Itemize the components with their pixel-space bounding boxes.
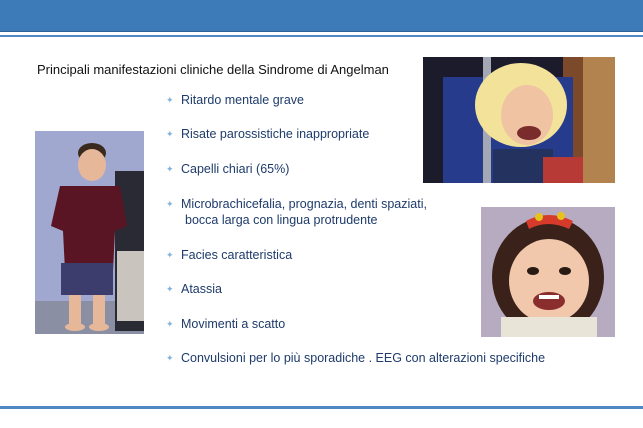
photo-blond-child-wheelchair bbox=[423, 57, 615, 183]
bullet-icon: ✦ bbox=[166, 164, 174, 174]
list-item-text: Convulsioni per lo più sporadiche . EEG con alterazioni specifiche bbox=[181, 351, 546, 365]
list-item-text: Ritardo mentale grave bbox=[181, 93, 304, 107]
list-item-text: Atassia bbox=[181, 282, 222, 296]
list-item-text: Movimenti a scatto bbox=[181, 317, 286, 331]
bullet-icon: ✦ bbox=[166, 95, 174, 105]
photo-smiling-girl bbox=[481, 207, 615, 337]
header-rule bbox=[0, 35, 643, 37]
header-bar bbox=[0, 0, 643, 32]
list-item-text: Capelli chiari (65%) bbox=[181, 162, 290, 176]
list-item-text: Facies caratteristica bbox=[181, 248, 293, 262]
slide-title: Principali manifestazioni cliniche della Sindrome di Angelman bbox=[37, 62, 389, 77]
footer-rule bbox=[0, 406, 643, 409]
bullet-icon: ✦ bbox=[166, 319, 174, 329]
bullet-icon: ✦ bbox=[166, 353, 174, 363]
list-item-text: Risate parossistiche inappropriate bbox=[181, 127, 370, 141]
list-item-text: Microbrachicefalia, prognazia, denti spaziati, bbox=[181, 197, 427, 211]
list-item-text-continued: bocca larga con lingua protrudente bbox=[185, 213, 378, 227]
bullet-icon: ✦ bbox=[166, 284, 174, 294]
bullet-icon: ✦ bbox=[166, 199, 174, 209]
bullet-icon: ✦ bbox=[166, 129, 174, 139]
bullet-icon: ✦ bbox=[166, 250, 174, 260]
photo-standing-child bbox=[35, 131, 144, 334]
